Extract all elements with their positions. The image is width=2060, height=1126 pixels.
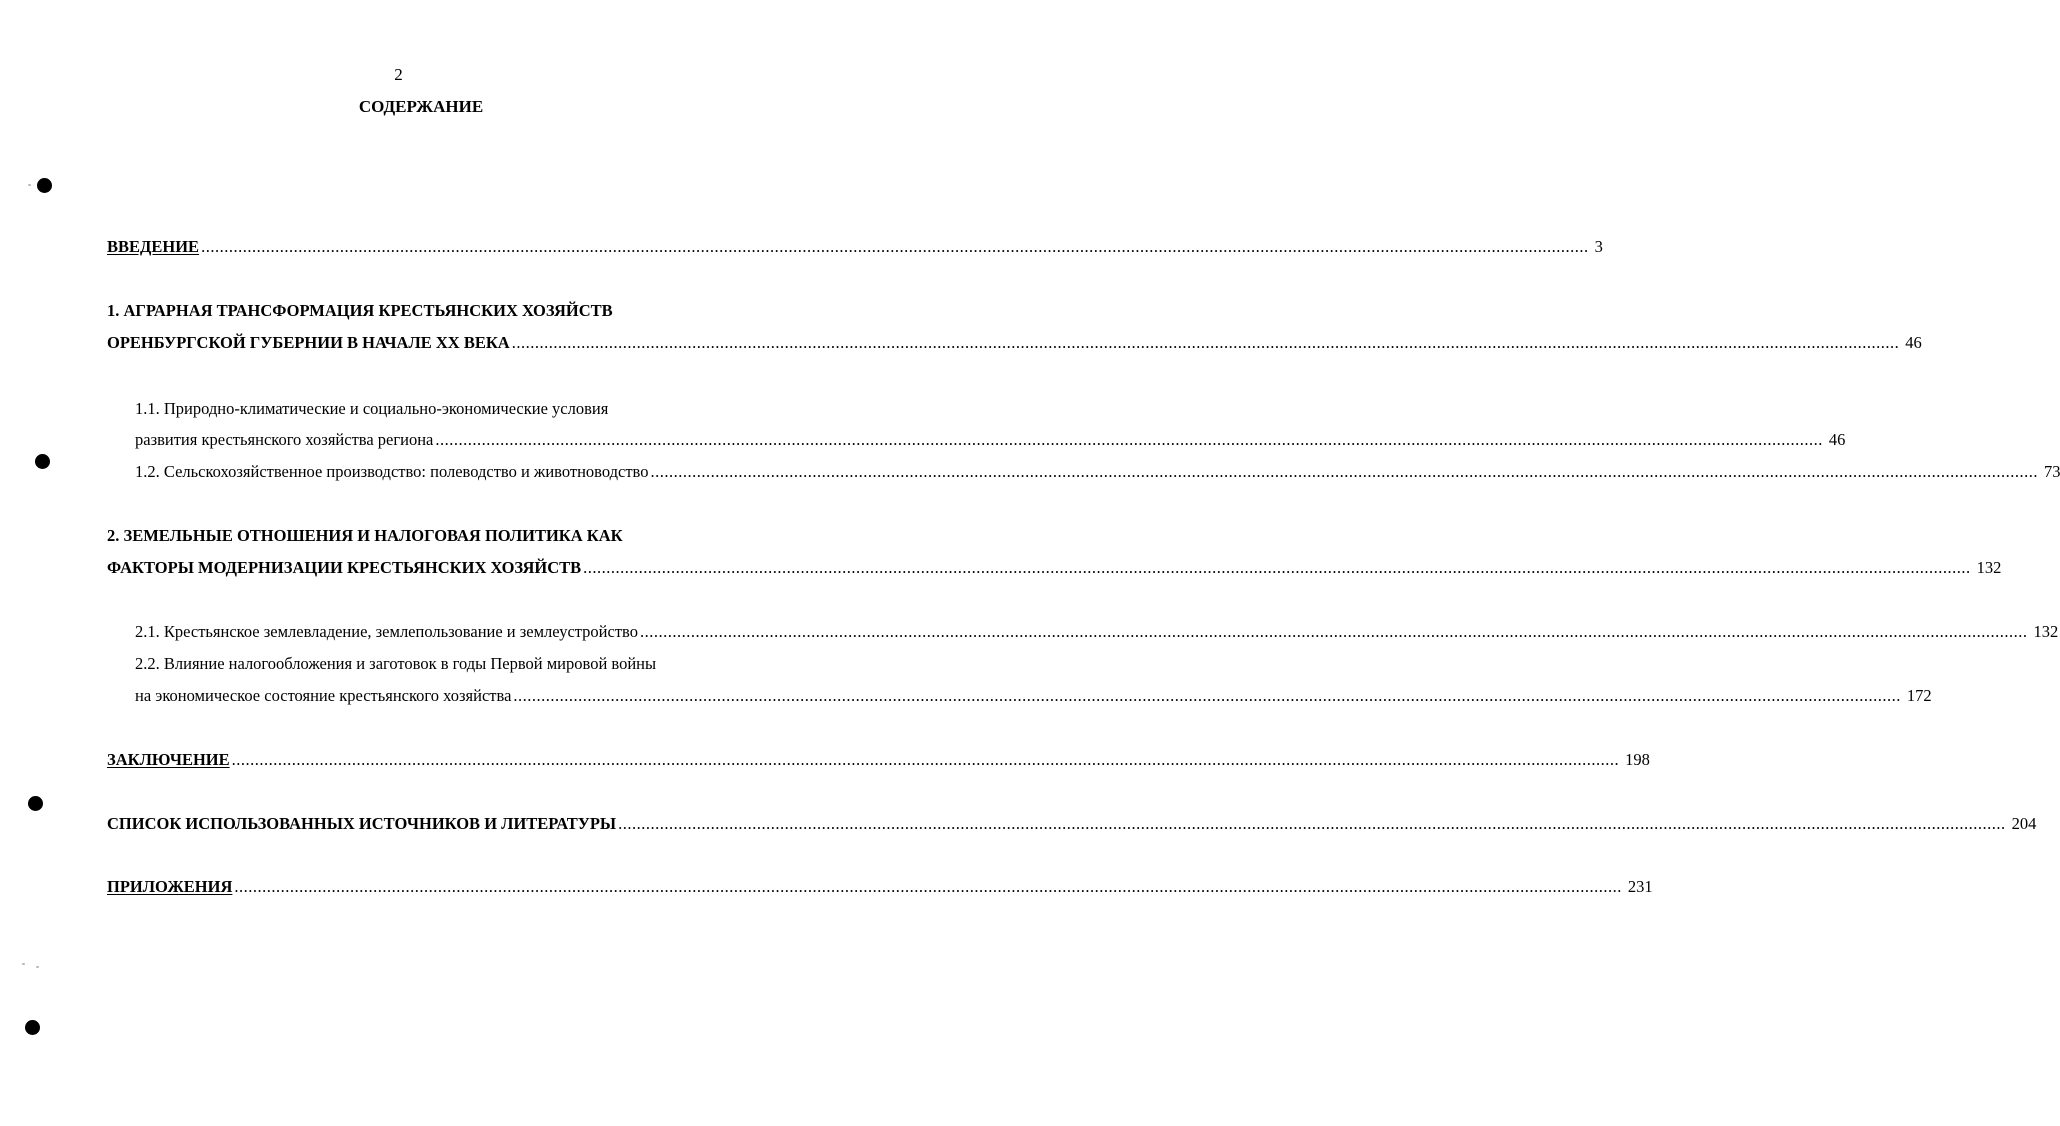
toc-leader-dots: ............................................................................................................................................................................................................................................................................................................ bbox=[435, 430, 1823, 449]
toc-entry-chapter-2-cont[interactable] bbox=[107, 557, 2002, 579]
toc-entry-title: ПРИЛОЖЕНИЯ bbox=[107, 877, 233, 896]
toc-entry-conclusion[interactable] bbox=[107, 749, 1650, 771]
binder-hole-icon bbox=[28, 796, 43, 811]
toc-entry-section-1-2[interactable] bbox=[135, 461, 2060, 483]
toc-page-number: 3 bbox=[1594, 237, 1603, 256]
toc-entry-title: ЗАКЛЮЧЕНИЕ bbox=[107, 750, 230, 769]
toc-page-number: 204 bbox=[2011, 814, 2037, 833]
toc-page-number: 73 bbox=[2043, 462, 2060, 481]
toc-entry-title: СПИСОК ИСПОЛЬЗОВАННЫХ ИСТОЧНИКОВ И ЛИТЕРАТУРЫ bbox=[107, 814, 617, 833]
toc-entry-title: 2.1. Крестьянское землевладение, землепользование и землеустройство bbox=[135, 622, 638, 641]
toc-entry-title: на экономическое состояние крестьянского хозяйства bbox=[135, 686, 512, 705]
toc-leader-dots: ............................................................................................................................................................................................................................................................................................................ bbox=[231, 750, 1620, 769]
toc-entry-title: ФАКТОРЫ МОДЕРНИЗАЦИИ КРЕСТЬЯНСКИХ ХОЗЯЙСТВ bbox=[107, 558, 582, 577]
toc-entry-title: 2.2. Влияние налогообложения и заготовок в годы Первой мировой войны bbox=[135, 654, 657, 673]
toc-entry-title: 2. ЗЕМЕЛЬНЫЕ ОТНОШЕНИЯ И НАЛОГОВАЯ ПОЛИТИКА КАК bbox=[107, 526, 623, 545]
toc-entry-section-1-1-cont[interactable] bbox=[135, 429, 1846, 451]
toc-page-number: 198 bbox=[1625, 750, 1650, 769]
toc-page-number: 172 bbox=[1906, 686, 1932, 705]
toc-page-number: 132 bbox=[1976, 558, 2002, 577]
toc-leader-dots: ............................................................................................................................................................................................................................................................................................................ bbox=[618, 814, 2006, 833]
toc-page-number: 46 bbox=[1905, 333, 1922, 352]
toc-entry-chapter-1[interactable] bbox=[107, 300, 735, 322]
toc-entry-title: развития крестьянского хозяйства региона bbox=[135, 430, 434, 449]
toc-leader-dots: ............................................................................................................................................................................................................................................................................................................ bbox=[650, 462, 2038, 481]
toc-entry-section-2-1[interactable] bbox=[135, 621, 2059, 643]
toc-entry-title: ОРЕНБУРГСКОЙ ГУБЕРНИИ В НАЧАЛЕ XX ВЕКА bbox=[107, 333, 510, 352]
toc-page-number: 132 bbox=[2033, 622, 2059, 641]
binder-hole-icon bbox=[37, 178, 52, 193]
binder-hole-icon bbox=[25, 1020, 40, 1035]
toc-entry-section-1-1[interactable] bbox=[135, 398, 735, 420]
toc-page-number: 231 bbox=[1627, 877, 1653, 896]
toc-entry-chapter-1-cont[interactable] bbox=[107, 332, 1922, 354]
scan-speck bbox=[28, 184, 31, 186]
toc-page-number: 46 bbox=[1828, 430, 1846, 449]
toc-leader-dots: ............................................................................................................................................................................................................................................................................................................ bbox=[511, 333, 1900, 352]
toc-entry-sources[interactable] bbox=[107, 813, 2037, 835]
page-title: СОДЕРЖАНИЕ bbox=[358, 97, 484, 116]
toc-entry-section-2-2[interactable] bbox=[135, 653, 735, 675]
scan-speck bbox=[22, 963, 25, 965]
toc-leader-dots: ............................................................................................................................................................................................................................................................................................................ bbox=[639, 622, 2028, 641]
page-number: 2 bbox=[394, 65, 403, 84]
toc-entry-title: ВВЕДЕНИЕ bbox=[107, 237, 200, 256]
toc-entry-title: 1.2. Сельскохозяйственное производство: полеводство и животноводство bbox=[135, 462, 649, 481]
toc-entry-intro[interactable] bbox=[107, 236, 1603, 258]
binder-hole-icon bbox=[35, 454, 50, 469]
toc-entry-chapter-2[interactable] bbox=[107, 525, 735, 547]
toc-entry-title: 1. АГРАРНАЯ ТРАНСФОРМАЦИЯ КРЕСТЬЯНСКИХ ХОЗЯЙСТВ bbox=[107, 301, 613, 320]
toc-entry-section-2-2-cont[interactable] bbox=[135, 685, 1932, 707]
toc-entry-title: 1.1. Природно-климатические и социально-экономические условия bbox=[135, 399, 609, 418]
toc-leader-dots: ............................................................................................................................................................................................................................................................................................................ bbox=[201, 237, 1589, 256]
toc-leader-dots: ............................................................................................................................................................................................................................................................................................................ bbox=[513, 686, 1901, 705]
toc-entry-appendix[interactable] bbox=[107, 876, 1653, 898]
toc-leader-dots: ............................................................................................................................................................................................................................................................................................................ bbox=[234, 877, 1622, 896]
toc-leader-dots: ............................................................................................................................................................................................................................................................................................................ bbox=[583, 558, 1971, 577]
scan-speck bbox=[36, 966, 39, 968]
